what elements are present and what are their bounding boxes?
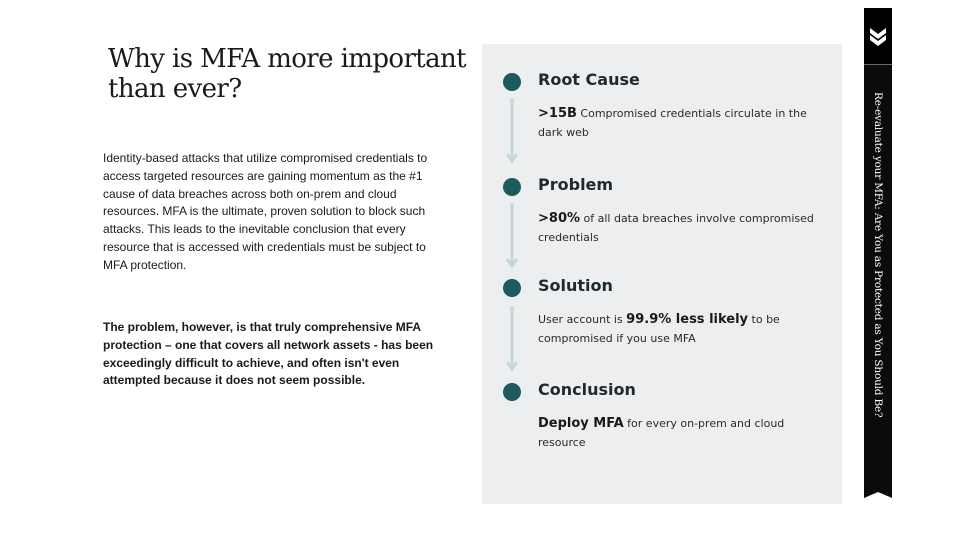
step-dot-icon	[503, 383, 521, 401]
step-highlight: >80%	[538, 211, 581, 226]
step-dot-icon	[503, 178, 521, 196]
problem-paragraph: The problem, however, is that truly comprehensive MFA protection – one that covers all network assets - has been exceedingly difficult to achieve, and often isn't even attempted because it does not seem possible.	[103, 320, 434, 388]
step-text: Deploy MFA for every on-prem and cloud resource	[538, 416, 785, 449]
sidebar-logo-area	[864, 8, 892, 65]
step-text: >80% of all data breaches involve compromised credentials	[538, 211, 814, 244]
sidebar-title: Re-evaluate your MFA: Are You as Protected as You Should Be?	[872, 92, 884, 418]
page-title: Why is MFA more important than ever?	[108, 44, 467, 104]
arrow-down-icon	[506, 306, 518, 376]
step-title: Solution	[538, 276, 613, 295]
step-dot-icon	[503, 73, 521, 91]
step-highlight: 99.9% less likely	[626, 312, 749, 327]
intro-paragraph: Identity-based attacks that utilize compromised credentials to access targeted resources are gaining momentum as the #1 cause of data breaches across both on-prem and cloud resources. MFA is the ultimate, proven solution to block such attacks. This leads to the inevitable conclusion that every resource that is accessed with credentials must be subject to MFA protection.	[103, 151, 428, 272]
step-title: Problem	[538, 175, 614, 194]
step-highlight: Deploy MFA	[538, 416, 624, 431]
double-chevron-down-icon	[869, 26, 887, 46]
arrow-down-icon	[506, 98, 518, 168]
step-title: Root Cause	[538, 70, 640, 89]
step-text: >15B Compromised credentials circulate in the dark web	[538, 106, 807, 139]
step-highlight: >15B	[538, 106, 577, 121]
step-dot-icon	[503, 279, 521, 297]
sidebar-banner	[864, 8, 892, 492]
step-text: User account is 99.9% less likely to be compromised if you use MFA	[538, 312, 780, 345]
arrow-down-icon	[506, 203, 518, 273]
step-title: Conclusion	[538, 380, 636, 399]
mfa-flow-panel	[482, 44, 842, 504]
sidebar-notch	[864, 490, 892, 498]
